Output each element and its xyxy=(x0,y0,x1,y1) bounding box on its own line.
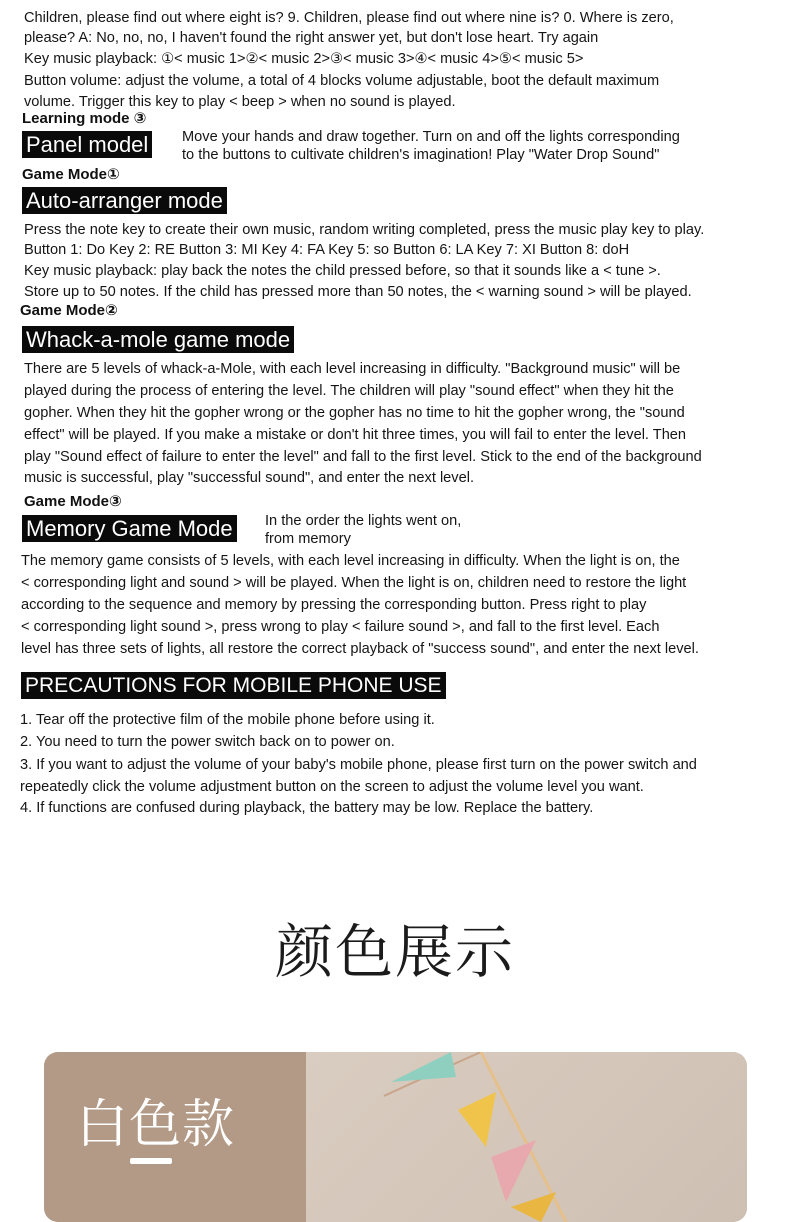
precautions-title: PRECAUTIONS FOR MOBILE PHONE USE xyxy=(21,672,446,699)
memory-game-line: according to the sequence and memory by pressing the corresponding button. Press right to play xyxy=(21,597,647,613)
auto-arranger-line: Button 1: Do Key 2: RE Button 3: MI Key 4: FA Key 5: so Button 6: LA Key 7: XI Button 8: doH xyxy=(24,242,630,258)
precaution-item: 3. If you want to adjust the volume of your baby's mobile phone, please first turn on the power switch and xyxy=(20,757,697,773)
whack-a-mole-title: Whack-a-mole game mode xyxy=(22,326,294,353)
whack-a-mole-line: play "Sound effect of failure to enter the level" and fall to the first level. Stick to the end of the background xyxy=(24,449,702,465)
flag-shape xyxy=(458,1092,496,1147)
intro-line: Children, please find out where eight is? 9. Children, please find out where nine is? 0. Where is zero, xyxy=(24,10,674,26)
game-mode-2-heading: Game Mode② xyxy=(20,302,118,319)
whack-a-mole-line: There are 5 levels of whack-a-Mole, with each level increasing in difficulty. "Background music" will be xyxy=(24,361,681,377)
whack-a-mole-line: music is successful, play "successful sound", and enter the next level. xyxy=(24,470,475,486)
whack-a-mole-line: effect" will be played. If you make a mistake or don't hit three times, you will fail to enter the level. Then xyxy=(24,427,687,443)
flag-shape xyxy=(391,1052,456,1082)
precaution-item: 4. If functions are confused during playback, the battery may be low. Replace the battery. xyxy=(20,800,594,816)
intro-line: Key music playback: ①< music 1>②< music 2>③< music 3>④< music 4>⑤< music 5> xyxy=(24,51,584,67)
panel-model-title: Panel model xyxy=(22,131,152,158)
auto-arranger-line: Key music playback: play back the notes the child pressed before, so that it sounds like a < tune >. xyxy=(24,263,661,279)
memory-game-line: level has three sets of lights, all restore the correct playback of "success sound", and enter the next level. xyxy=(21,641,699,657)
memory-game-aside-1: In the order the lights went on, xyxy=(265,513,462,529)
panel-model-desc-2: to the buttons to cultivate children's imagination! Play "Water Drop Sound" xyxy=(182,147,660,163)
memory-game-line: The memory game consists of 5 levels, with each level increasing in difficulty. When the light is on, the xyxy=(21,553,680,569)
panel-model-desc-1: Move your hands and draw together. Turn on and off the lights corresponding xyxy=(182,129,680,145)
whack-a-mole-line: played during the process of entering the level. The children will play "sound effect" when they hit the xyxy=(24,383,674,399)
flag-shape xyxy=(491,1140,536,1202)
whack-a-mole-line: gopher. When they hit the gopher wrong or the gopher has no time to hit the gopher wrong, the "sound xyxy=(24,405,685,421)
memory-game-line: < corresponding light sound >, press wrong to play < failure sound >, and fall to the first level. Each xyxy=(21,619,660,635)
variant-label: 白色款 xyxy=(76,1095,236,1155)
memory-game-line: < corresponding light and sound > will be played. When the light is on, children need to restore the light xyxy=(21,575,687,591)
memory-game-title: Memory Game Mode xyxy=(22,515,237,542)
learning-mode-heading: Learning mode ③ xyxy=(22,110,147,127)
color-display-title: 颜色展示 xyxy=(274,918,515,986)
product-photo xyxy=(306,1052,747,1222)
bunting-flags-image xyxy=(306,1052,747,1222)
precaution-item: repeatedly click the volume adjustment button on the screen to adjust the volume level you want. xyxy=(20,779,644,795)
auto-arranger-line: Store up to 50 notes. If the child has pressed more than 50 notes, the < warning sound > will be played. xyxy=(24,284,692,300)
game-mode-3-heading: Game Mode③ xyxy=(24,493,122,510)
intro-line: Button volume: adjust the volume, a total of 4 blocks volume adjustable, boot the default maximum xyxy=(24,73,660,89)
color-variant-card xyxy=(44,1052,747,1222)
variant-underline xyxy=(130,1158,172,1164)
precaution-item: 2. You need to turn the power switch back on to power on. xyxy=(20,734,395,750)
flag-shape xyxy=(511,1192,556,1222)
memory-game-aside-2: from memory xyxy=(265,531,351,547)
auto-arranger-title: Auto-arranger mode xyxy=(22,187,227,214)
intro-line: volume. Trigger this key to play < beep > when no sound is played. xyxy=(24,94,456,110)
auto-arranger-line: Press the note key to create their own music, random writing completed, press the music play key to play. xyxy=(24,222,705,238)
intro-line: please? A: No, no, no, I haven't found the right answer yet, but don't lose heart. Try again xyxy=(24,30,599,46)
precaution-item: 1. Tear off the protective film of the mobile phone before using it. xyxy=(20,712,435,728)
game-mode-1-heading: Game Mode① xyxy=(22,166,120,183)
